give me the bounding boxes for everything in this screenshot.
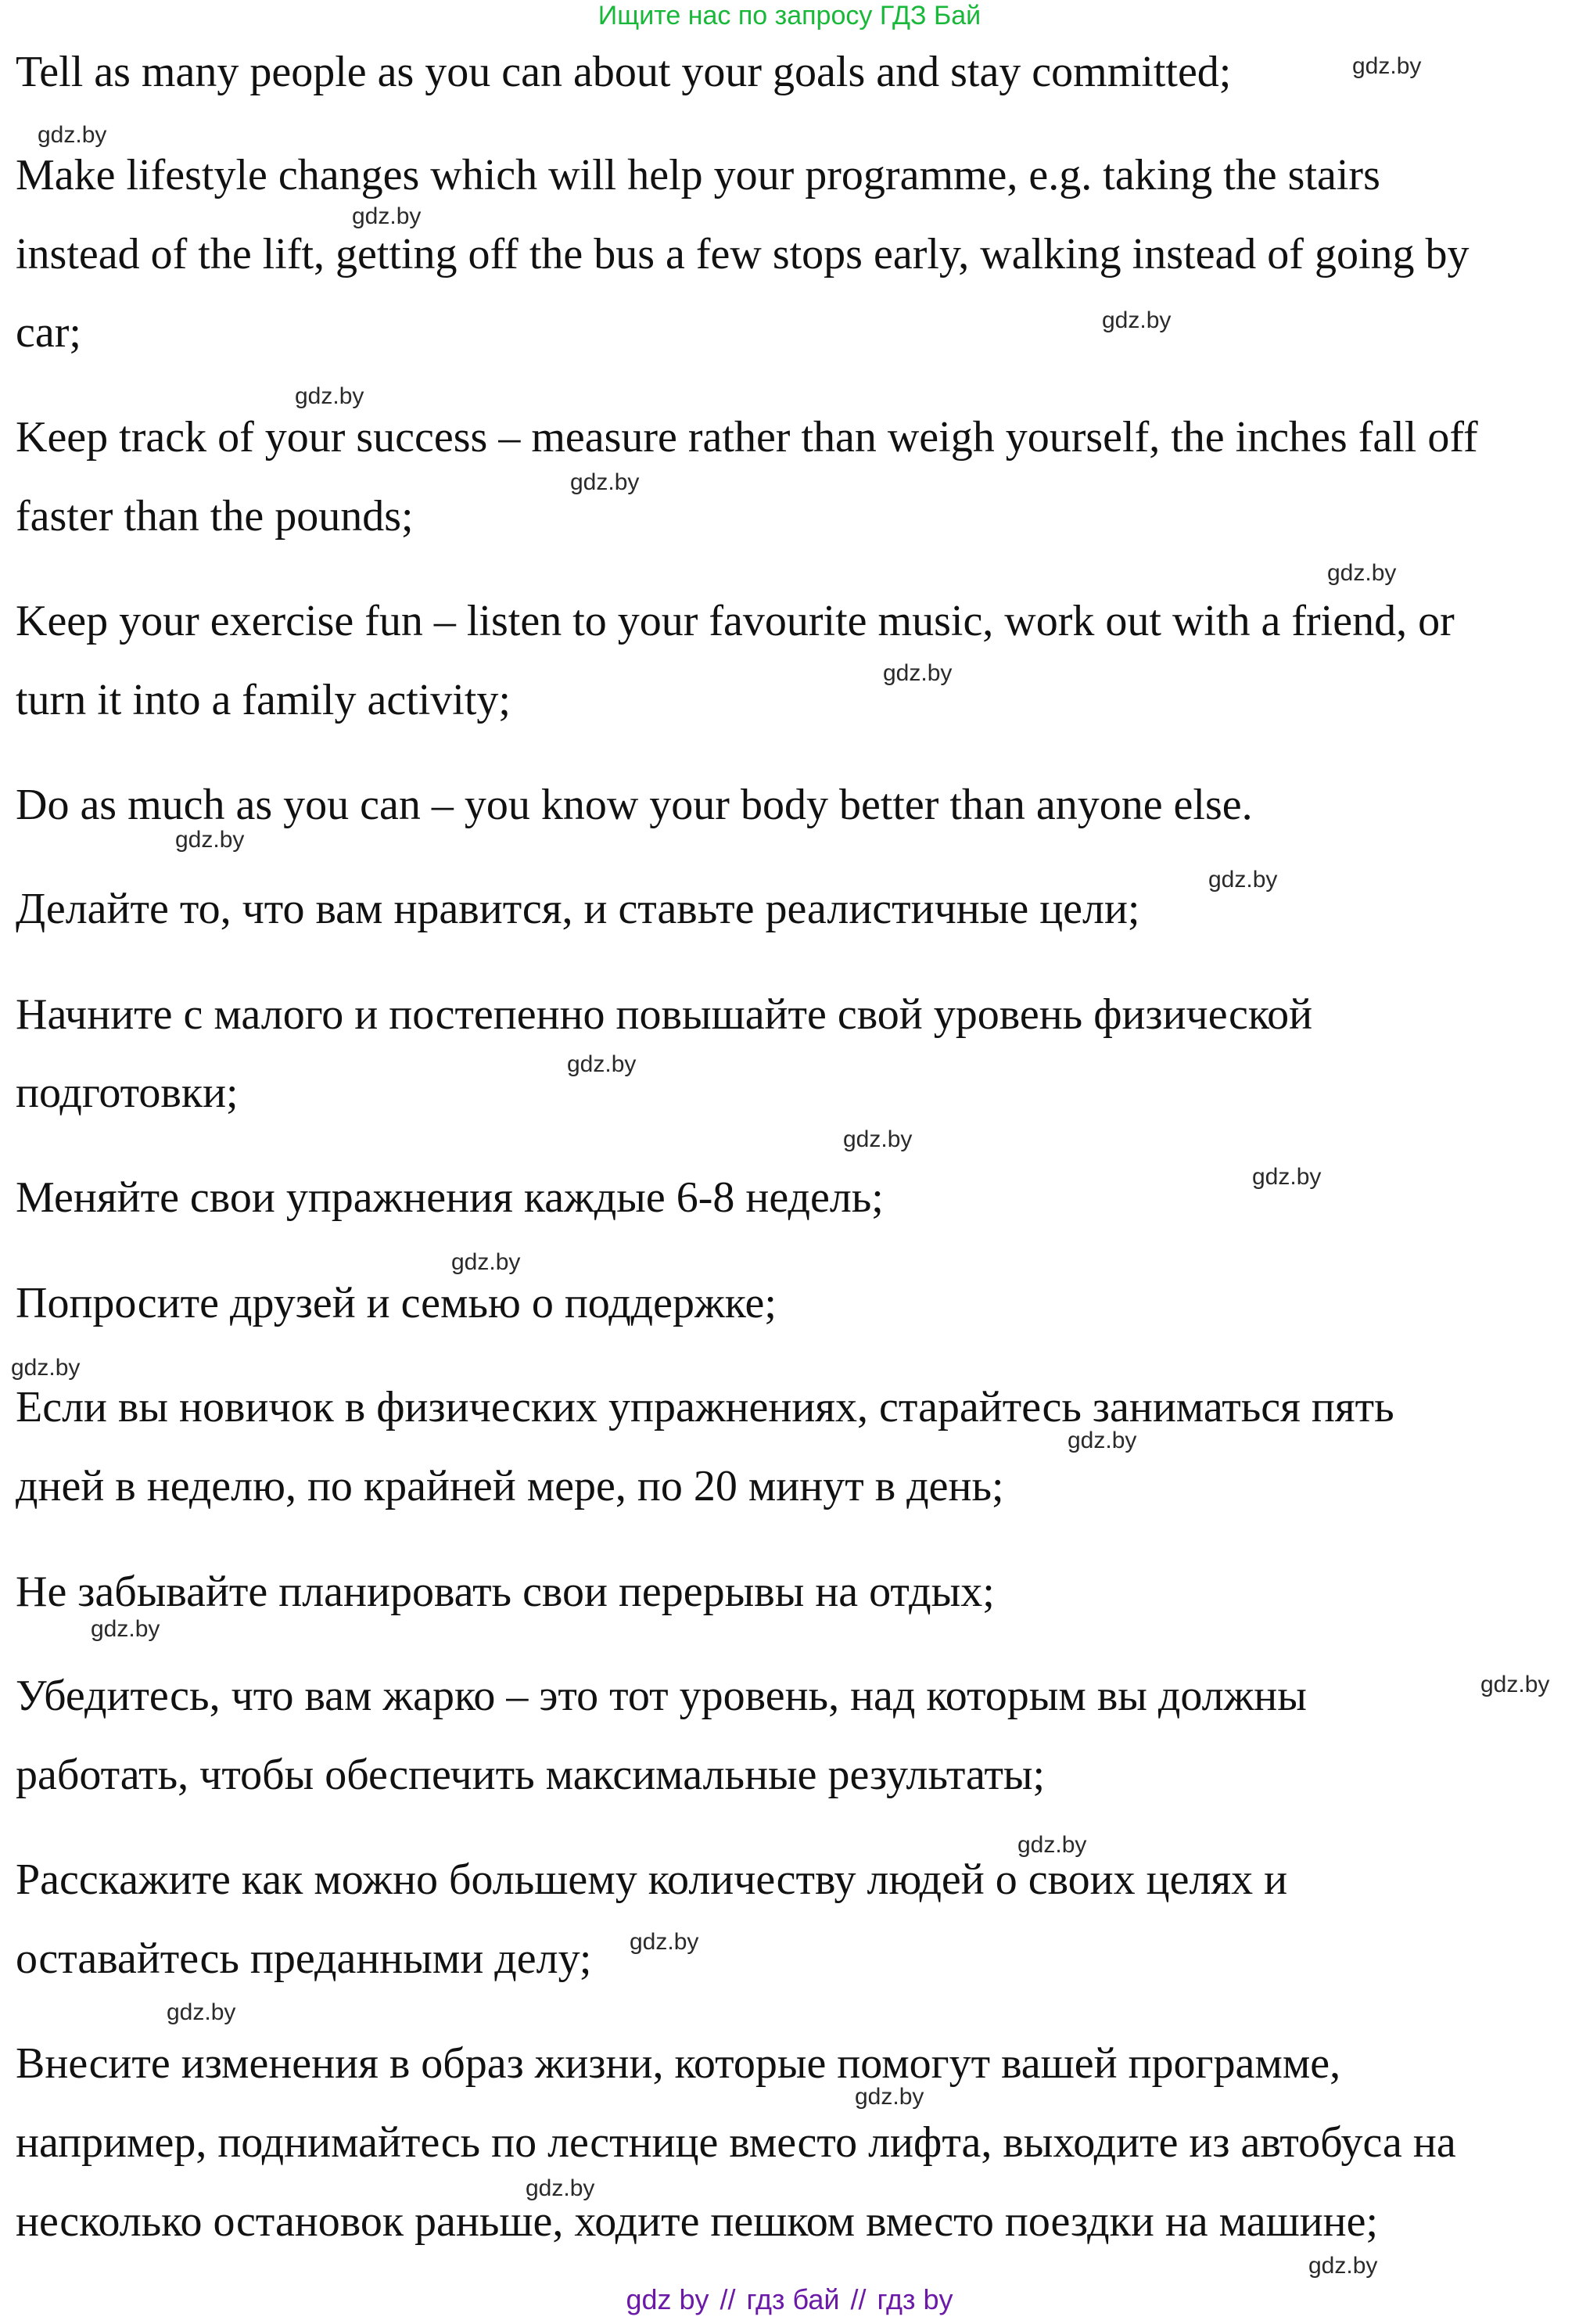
watermark: gdz.by	[167, 1999, 236, 2025]
watermark: gdz.by	[843, 1126, 913, 1152]
text-line: faster than the pounds;	[16, 492, 414, 541]
watermark: gdz.by	[526, 2175, 595, 2201]
watermark: gdz.by	[1017, 1832, 1087, 1858]
text-line: подготовки;	[16, 1069, 239, 1117]
text-line: Меняйте свои упражнения каждые 6-8 недель;	[16, 1173, 884, 1222]
watermark: gdz.by	[855, 2084, 924, 2110]
watermark: gdz.by	[1480, 1672, 1550, 1697]
text-line: Убедитесь, что вам жарко – это тот уровень, над которым вы должны	[16, 1672, 1307, 1720]
text-line: Попросите друзей и семью о поддержке;	[16, 1279, 777, 1327]
watermark: gdz.by	[91, 1616, 160, 1642]
text-line: несколько остановок раньше, ходите пешком вместо поездки на машине;	[16, 2197, 1379, 2246]
search-hint-banner: Ищите нас по запросу ГДЗ Бай	[598, 1, 981, 31]
text-line: instead of the lift, getting off the bus a few stops early, walking instead of going by	[16, 230, 1470, 278]
text-line: turn it into a family activity;	[16, 676, 511, 724]
watermark: gdz.by	[1208, 867, 1278, 893]
text-line: оставайтесь преданными делу;	[16, 1934, 592, 1983]
watermark: gdz.by	[630, 1929, 699, 1955]
watermark: gdz.by	[175, 827, 245, 853]
watermark: gdz.by	[1327, 560, 1397, 586]
watermark: gdz.by	[883, 660, 953, 686]
footer-separator: //	[720, 2283, 736, 2315]
footer-link-gdz-by-cyr[interactable]: гдз by	[877, 2283, 953, 2315]
text-line: Если вы новичок в физических упражнениях, старайтесь заниматься пять	[16, 1383, 1394, 1431]
footer-separator: //	[850, 2283, 867, 2315]
footer-link-gdz-bai[interactable]: гдз бай	[746, 2283, 840, 2315]
text-line: например, поднимайтесь по лестнице вместо лифта, выходите из автобуса на	[16, 2118, 1456, 2167]
text-line: Начните с малого и постепенно повышайте свой уровень физической	[16, 990, 1313, 1039]
watermark: gdz.by	[1352, 53, 1422, 79]
watermark: gdz.by	[451, 1249, 521, 1275]
watermark: gdz.by	[11, 1355, 81, 1381]
text-line: car;	[16, 308, 81, 357]
text-line: дней в неделю, по крайней мере, по 20 минут в день;	[16, 1462, 1004, 1510]
text-line: Keep your exercise fun – listen to your favourite music, work out with a friend, or	[16, 597, 1455, 645]
footer-links	[0, 2283, 1579, 2316]
watermark: gdz.by	[570, 469, 640, 495]
text-line: Делайте то, что вам нравится, и ставьте реалистичные цели;	[16, 885, 1140, 933]
text-line: Make lifestyle changes which will help your programme, e.g. taking the stairs	[16, 151, 1380, 199]
watermark: gdz.by	[1102, 307, 1172, 333]
watermark: gdz.by	[352, 203, 422, 229]
text-line: Расскажите как можно большему количеству людей о своих целях и	[16, 1855, 1288, 1904]
text-line: Внесите изменения в образ жизни, которые помогут вашей программе,	[16, 2039, 1341, 2088]
footer-link-gdz-by[interactable]: gdz by	[626, 2283, 709, 2315]
watermark: gdz.by	[295, 383, 364, 409]
watermark: gdz.by	[1068, 1428, 1137, 1453]
watermark: gdz.by	[1308, 2253, 1378, 2279]
watermark: gdz.by	[1252, 1164, 1322, 1190]
watermark: gdz.by	[567, 1051, 637, 1077]
watermark: gdz.by	[38, 122, 107, 148]
text-line: Do as much as you can – you know your body better than anyone else.	[16, 781, 1253, 829]
text-line: работать, чтобы обеспечить максимальные результаты;	[16, 1751, 1046, 1799]
text-line: Keep track of your success – measure rather than weigh yourself, the inches fall off	[16, 413, 1478, 462]
text-line: Tell as many people as you can about your goals and stay committed;	[16, 48, 1232, 96]
text-line: Не забывайте планировать свои перерывы на отдых;	[16, 1568, 995, 1616]
